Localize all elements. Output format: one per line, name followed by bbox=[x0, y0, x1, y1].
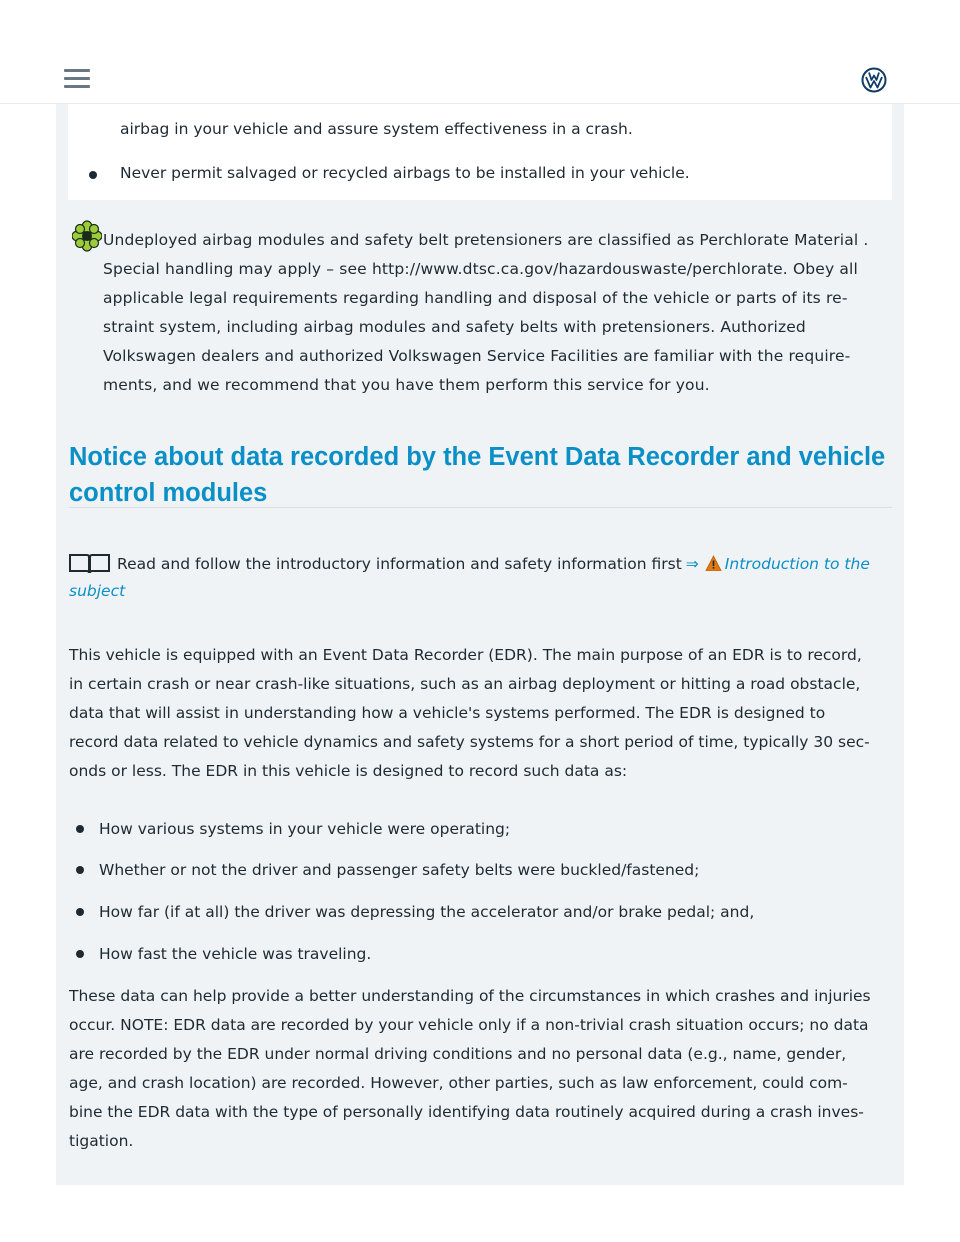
environment-flower-icon bbox=[72, 220, 102, 252]
arrow-icon: ⇒ bbox=[685, 555, 699, 573]
list-item: Whether or not the driver and passenger safety belts were buckled/fastened; bbox=[99, 861, 700, 879]
para-line: This vehicle is equipped with an Event Data Recorder (EDR). The main purpose of an EDR is to record, bbox=[69, 646, 862, 664]
hamburger-menu-icon[interactable] bbox=[64, 69, 90, 89]
intro-line bbox=[117, 553, 870, 575]
list-item: How fast the vehicle was traveling. bbox=[99, 945, 372, 963]
list-item: How various systems in your vehicle were operating; bbox=[99, 820, 511, 838]
para-line: record data related to vehicle dynamics and safety systems for a short period of time, typically 30 sec- bbox=[69, 733, 870, 751]
top-bar bbox=[0, 0, 960, 104]
introduction-link-cont[interactable] bbox=[69, 580, 125, 602]
env-line: Undeployed airbag modules and safety belt pretensioners are classified as Perchlorate Material . bbox=[103, 231, 869, 249]
warning-line-2: airbag in your vehicle and assure system effectiveness in a crash. bbox=[120, 120, 633, 138]
para-line: in certain crash or near crash-like situations, such as an airbag deployment or hitting a road obstacle, bbox=[69, 675, 861, 693]
warning-triangle-icon bbox=[705, 555, 722, 572]
para-line: tigation. bbox=[69, 1132, 134, 1150]
env-line: Volkswagen dealers and authorized Volkswagen Service Facilities are familiar with the require- bbox=[103, 347, 851, 365]
para-line: These data can help provide a better understanding of the circumstances in which crashes and injuries bbox=[69, 987, 871, 1005]
para-line: are recorded by the EDR under normal driving conditions and no personal data (e.g., name, gender, bbox=[69, 1045, 847, 1063]
list-item: How far (if at all) the driver was depressing the accelerator and/or brake pedal; and, bbox=[99, 903, 755, 921]
para-line: bine the EDR data with the type of personally identifying data routinely acquired during a crash inves- bbox=[69, 1103, 864, 1121]
section-title-line: Notice about data recorded by the Event Data Recorder and vehicle bbox=[69, 443, 886, 471]
bullet-dot-icon bbox=[76, 825, 84, 833]
env-line: straint system, including airbag modules and safety belts with pretensioners. Authorized bbox=[103, 318, 806, 336]
section-title bbox=[69, 439, 889, 511]
para-line: age, and crash location) are recorded. However, other parties, such as law enforcement, could com- bbox=[69, 1074, 848, 1092]
env-line: Special handling may apply – see http://www.dtsc.ca.gov/hazardouswaste/perchlorate. Obey all bbox=[103, 260, 858, 278]
environment-note bbox=[103, 226, 898, 400]
volkswagen-logo-icon[interactable] bbox=[861, 67, 887, 93]
section-title-line: control modules bbox=[69, 479, 268, 507]
para-line: onds or less. The EDR in this vehicle is designed to record such data as: bbox=[69, 762, 628, 780]
warning-bullet: Never permit salvaged or recycled airbags to be installed in your vehicle. bbox=[120, 164, 690, 182]
para-line: occur. NOTE: EDR data are recorded by your vehicle only if a non-trivial crash situation occurs; no data bbox=[69, 1016, 869, 1034]
env-line: ments, and we recommend that you have them perform this service for you. bbox=[103, 376, 710, 394]
section-divider bbox=[69, 507, 892, 508]
introduction-link-subject[interactable]: subject bbox=[69, 582, 126, 600]
env-line: applicable legal requirements regarding handling and disposal of the vehicle or parts of its re- bbox=[103, 289, 848, 307]
para-line: data that will assist in understanding how a vehicle's systems performed. The EDR is designed to bbox=[69, 704, 826, 722]
introduction-link[interactable]: Introduction to the bbox=[724, 555, 870, 573]
bullet-dot-icon bbox=[76, 950, 84, 958]
bullet-dot-icon bbox=[89, 171, 97, 179]
intro-text: Read and follow the introductory information and safety information first bbox=[117, 555, 682, 573]
book-icon bbox=[68, 553, 111, 575]
bullet-dot-icon bbox=[76, 908, 84, 916]
bullet-dot-icon bbox=[76, 866, 84, 874]
edr-paragraph bbox=[69, 641, 892, 786]
edr-data-paragraph bbox=[69, 982, 892, 1156]
